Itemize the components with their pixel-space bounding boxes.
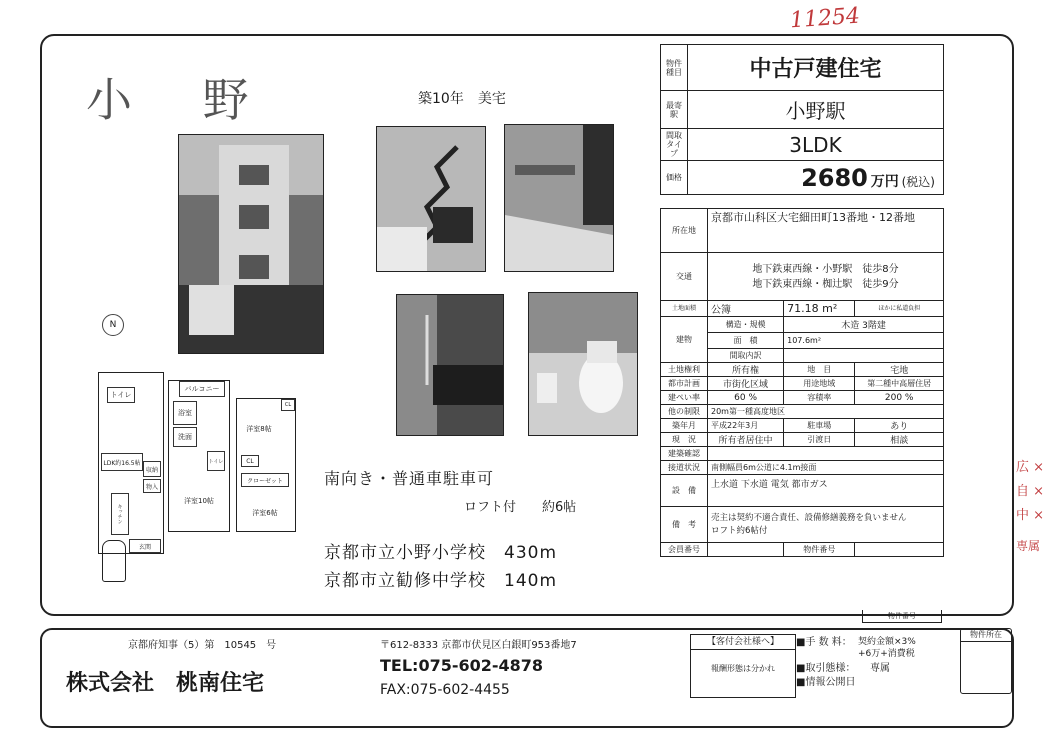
land-cat-value: 宅地 <box>855 363 944 377</box>
fee-value-2: +6万+消費税 <box>858 649 915 659</box>
property-no-value <box>855 543 944 557</box>
fee-values <box>858 636 916 660</box>
confirm-label: 建築確認 <box>661 447 708 461</box>
land-other-label: ほかに私道負担 <box>855 301 944 317</box>
price-unit: 万円 <box>870 173 899 190</box>
status-value: 所有者居住中 <box>708 433 784 447</box>
mode-row <box>796 662 956 676</box>
layout-detail-value <box>784 349 944 363</box>
handwritten-note-1: 広 × <box>1016 460 1045 475</box>
structure-value: 木造 3階建 <box>784 317 944 333</box>
land-right-label: 土地権利 <box>661 363 708 377</box>
floorplan-1f <box>98 372 164 554</box>
toilet-photo <box>528 292 638 436</box>
ad-label: ■情報公開日 <box>796 677 856 688</box>
exterior-photo <box>178 134 324 354</box>
fp3-closet: クローゼット <box>241 473 289 487</box>
fee-label: ■手 数 料： <box>796 637 852 648</box>
transport-line-2: 地下鉄東西線・椥辻駅 徒歩9分 <box>752 278 899 290</box>
age-caption: 築10年 美宅 <box>418 91 506 107</box>
handover-value: 相談 <box>855 433 944 447</box>
feature-loft: ロフト付 約6帖 <box>464 500 577 515</box>
road-value: 南側幅員6m公道に4.1m接面 <box>708 461 944 475</box>
north-arrow-icon: N <box>102 314 124 336</box>
fp1-toilet: トイレ <box>107 387 135 403</box>
layout-detail-label: 間取内訳 <box>708 349 784 363</box>
company-tel: TEL:075-602-4878 <box>380 656 544 675</box>
fp2-balcony: バルコニー <box>179 381 225 397</box>
remarks-line-2: ロフト約6帖付 <box>711 525 768 536</box>
bcr-label: 建ぺい率 <box>661 391 708 405</box>
remarks-label: 備 考 <box>661 507 708 543</box>
fp2-washroom: 洗面 <box>173 427 197 447</box>
station-label: 最寄駅 <box>661 91 688 129</box>
fp2-bath: 浴室 <box>173 401 197 425</box>
address-value: 京都市山科区大宅細田町13番地・12番地 <box>708 209 944 253</box>
parking-value: あり <box>855 419 944 433</box>
member-no-label: 会員番号 <box>661 543 708 557</box>
built-label: 築年月 <box>661 419 708 433</box>
city-plan-value: 市街化区域 <box>708 377 784 391</box>
fee-block <box>796 636 956 690</box>
road-label: 接道状況 <box>661 461 708 475</box>
fee-value-1: 契約金額×3% <box>858 637 916 647</box>
bcr-value: 60 % <box>708 391 784 405</box>
fp1-ldk: LDK約16.5帖 <box>101 453 143 471</box>
land-cat-label: 地 目 <box>784 363 855 377</box>
handover-label: 引渡日 <box>784 433 855 447</box>
floorplan-2f <box>168 380 230 532</box>
floor-area-value: 107.6m² <box>784 333 944 349</box>
zone-label: 用途地域 <box>784 377 855 391</box>
price-value: 2680 <box>801 163 868 192</box>
property-no-tab: 物件番号 <box>862 610 942 623</box>
living-photo <box>504 124 614 272</box>
property-no-label: 物件番号 <box>784 543 855 557</box>
car-icon <box>102 540 126 582</box>
mode-label: ■取引態様： <box>796 663 856 674</box>
license-number: 京都府知事（5）第 10545 号 <box>128 640 277 651</box>
handwritten-note-4: 専属 <box>1016 539 1041 553</box>
agent-note: 報酬形態は分かれ <box>711 664 775 673</box>
feature-orientation: 南向き・普通車駐車可 <box>324 469 495 488</box>
fp2-room10: 洋室10帖 <box>184 497 214 505</box>
transport-line-1: 地下鉄東西線・小野駅 徒歩8分 <box>752 263 899 275</box>
facility-label: 設 備 <box>661 475 708 507</box>
restriction-value: 20m第一種高度地区 <box>708 405 944 419</box>
structure-label: 構造・規模 <box>708 317 784 333</box>
built-value: 平成22年3月 <box>708 419 784 433</box>
company-address: 〒612-8333 京都市伏見区白銀町953番地7 <box>380 640 577 651</box>
fp1-closet: 物入 <box>143 479 161 493</box>
layout-value: 3LDK <box>688 129 944 161</box>
fp1-entrance: 玄関 <box>129 539 161 553</box>
fp3-room8: 洋室8帖 <box>246 425 272 433</box>
school-junior-high: 京都市立勧修中学校 140m <box>324 571 558 591</box>
handwritten-note-2: 自 × <box>1016 484 1045 499</box>
fp3-room6: 洋室6帖 <box>252 509 278 517</box>
area-title: 小 野 <box>86 73 277 127</box>
fp2-toilet: トイレ <box>207 451 225 471</box>
member-no-value <box>708 543 784 557</box>
address-label: 所在地 <box>661 209 708 253</box>
confirm-value <box>708 447 944 461</box>
zone-value: 第二種中高層住居 <box>855 377 944 391</box>
school-elementary: 京都市立小野小学校 430m <box>324 543 558 563</box>
bathroom-photo <box>396 294 504 436</box>
fp3-cl1: CL <box>281 399 295 411</box>
remarks-line-1: 売主は契約不適合責任、設備修繕義務を負いません <box>711 512 907 523</box>
far-value: 200 % <box>855 391 944 405</box>
type-label: 物件種目 <box>661 45 688 91</box>
far-label: 容積率 <box>784 391 855 405</box>
summary-table <box>660 44 944 195</box>
price-cell <box>688 161 944 195</box>
layout-label: 間取タイプ <box>661 129 688 161</box>
land-area-source: 公簿 <box>708 301 784 317</box>
stamp-box <box>960 628 1012 694</box>
details-table <box>660 208 944 557</box>
handwritten-note-3: 中 × <box>1016 508 1045 523</box>
company-fax: FAX:075-602-4455 <box>380 682 510 698</box>
remarks-cell <box>708 507 944 543</box>
restriction-label: 他の制限 <box>661 405 708 419</box>
mode-value: 専属 <box>870 663 890 674</box>
fp1-kitchen: キッチン <box>111 493 129 535</box>
company-name: 株式会社 桃南住宅 <box>66 671 265 696</box>
agent-box <box>690 634 796 698</box>
fp1-storage: 収納 <box>143 461 161 477</box>
floorplan-3f <box>236 398 296 532</box>
fee-row <box>796 636 956 660</box>
building-label: 建物 <box>661 317 708 363</box>
transport-cell <box>708 253 944 301</box>
facility-value: 上水道 下水道 電気 都市ガス <box>708 475 944 507</box>
station-value: 小野駅 <box>688 91 944 129</box>
agent-heading: 【客付会社様へ】 <box>691 635 795 650</box>
price-tax: (税込) <box>901 174 935 189</box>
land-area-value: 71.18 <box>787 302 819 315</box>
floor-area-label: 面 積 <box>708 333 784 349</box>
handwritten-code: 11254 <box>789 3 861 34</box>
transport-label: 交通 <box>661 253 708 301</box>
land-area-unit: m² <box>822 302 838 315</box>
land-area-cell <box>784 301 855 317</box>
handwritten-side-notes <box>1016 456 1050 558</box>
type-value: 中古戸建住宅 <box>688 45 944 91</box>
fp3-cl2: CL <box>241 455 259 467</box>
parking-label: 駐車場 <box>784 419 855 433</box>
land-right-value: 所有権 <box>708 363 784 377</box>
price-label: 価格 <box>661 161 688 195</box>
city-plan-label: 都市計画 <box>661 377 708 391</box>
stairs-photo <box>376 126 486 272</box>
land-area-label: 土地面積 <box>661 301 708 317</box>
status-label: 現 況 <box>661 433 708 447</box>
stamp-label: 物件所在 <box>961 629 1011 642</box>
